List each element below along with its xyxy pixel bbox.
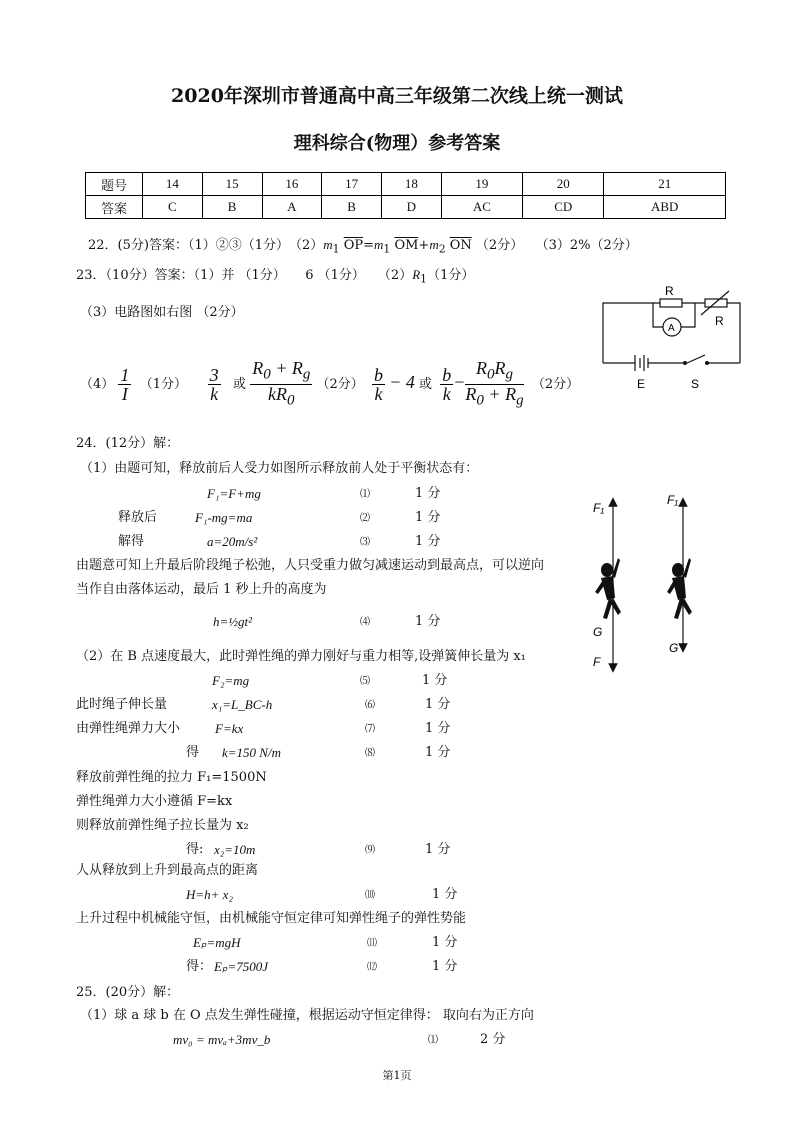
- q24-label9: 得:: [186, 842, 204, 857]
- q24-para4: 弹性绳弹力大小遵循 F=kx: [76, 794, 233, 809]
- q23-frac-3-k: [208, 366, 221, 403]
- q24-eq7: F=kx: [215, 721, 244, 736]
- force-label-f1-right: F₁: [667, 493, 679, 507]
- q25-head: 25．(20分）解：: [76, 985, 180, 1000]
- q24-score2: 1 分: [415, 510, 441, 525]
- table-cell: 18: [382, 173, 442, 196]
- table-cell: 14: [143, 173, 203, 196]
- circuit-label-e: E: [637, 377, 646, 391]
- q24-after-label: 释放后: [118, 510, 158, 525]
- table-cell: 15: [202, 173, 262, 196]
- table-cell: 20: [523, 173, 604, 196]
- frac-num: 1: [120, 365, 130, 385]
- q24-score3: 1 分: [415, 534, 441, 549]
- table-row-answers: [86, 196, 726, 219]
- q24-score4: 1 分: [415, 614, 441, 629]
- page-title: 2020年深圳市普通高中高三年级第二次线上统一测试: [171, 85, 623, 107]
- table-cell: D: [382, 196, 442, 219]
- q23-or2: 或: [418, 377, 432, 392]
- q22-on: $\overline{ON}$: [449, 238, 472, 253]
- q24-eq4: h=½gt²: [213, 614, 253, 629]
- q24-para1: 由题意可知上升最后阶段绳子松弛，人只受重力做匀减速运动到最高点，可以逆向: [76, 558, 545, 573]
- page-subtitle: 理科综合(物理）参考答案: [293, 133, 501, 154]
- q25-mark1: ⑴: [428, 1035, 438, 1046]
- page-number: 第1页: [382, 1069, 412, 1082]
- q22-m2: m: [429, 237, 439, 252]
- q24-mark4: ⑷: [360, 617, 370, 628]
- q23-line3: （3）电路图如右图 （2分）: [80, 305, 244, 320]
- q22-score2: （2分）: [475, 238, 524, 253]
- q24-score7: 1 分: [425, 721, 451, 736]
- switch-dot: [705, 361, 709, 365]
- q22-part3: （3）2%（2分）: [535, 238, 638, 253]
- q24-mark6: ⑹: [365, 700, 375, 711]
- q23-frac-b-k: $\frac{b}{k}$: [374, 365, 384, 404]
- q22-m1: m: [323, 237, 333, 252]
- q24-solve-label: 解得: [118, 534, 145, 549]
- q24-eq10: H=h+ x₂: [186, 887, 233, 902]
- q23-score1: （1分）: [139, 377, 187, 392]
- q25-score1: 2 分: [480, 1032, 506, 1047]
- q23-score3: （2分）: [531, 377, 580, 392]
- q24-mark8: ⑻: [365, 748, 375, 759]
- q24-eq8: k=150 N/m: [222, 745, 281, 760]
- q24-eq12: Eₚ=7500J: [214, 959, 269, 974]
- q24-eq9: x₂=10m: [214, 842, 256, 857]
- table-cell: 16: [262, 173, 322, 196]
- q22-line: 22．(5分)答案：（1）②③（1分） $(2)m_1$ $\overline{OP}=m_1$ $\overline{OM}+m_2$ $\overline{ON}$ （2分） （3）2%（2分）: [88, 237, 638, 256]
- q24-p1: （1）由题可知，释放前后人受力如图所示释放前人处于平衡状态有：: [80, 461, 479, 476]
- table-cell: B: [202, 196, 262, 219]
- q24-eq3: a=20m/s²: [207, 534, 258, 549]
- table-cell: 19: [441, 173, 522, 196]
- q22-head: 22．(5分)答案：（1）②③（1分） （2）: [88, 238, 324, 253]
- q23-line1: 23．（10分）答案：（1）并 （1分） 6 （1分） $(2)R_1(1$分）: [76, 267, 475, 286]
- q23-frac-r0rg2: $\frac{R_0R_g}{R_0 + R_g}$: [465, 358, 524, 409]
- q23-minus4: − 4: [389, 372, 415, 392]
- q23-or: 或: [233, 377, 247, 392]
- force-label-f-left: F: [593, 655, 601, 669]
- q23-frac-b-k2: $\frac{b}{k}$: [442, 365, 452, 404]
- force-label-g-right: G: [669, 641, 679, 655]
- circuit-label-r: R: [665, 284, 674, 298]
- table-cell: CD: [523, 196, 604, 219]
- q24-mark1: ⑴: [360, 489, 370, 500]
- q24-para6: 人从释放到上升到最高点的距离: [76, 863, 259, 878]
- q24-label7: 由弹性绳弹力大小: [76, 721, 181, 736]
- q24-para3: 释放前弹性绳的拉力 F₁=1500N: [76, 770, 267, 785]
- q24-score6: 1 分: [425, 697, 451, 712]
- q24-eq1: F₁=F+mg: [207, 486, 261, 501]
- answer-table: [85, 172, 726, 219]
- q22-op: $\overline{OP}$: [343, 238, 364, 253]
- q24-score11: 1 分: [432, 935, 458, 950]
- q25-eq1: mv₀ = mvₐ+3mv_b: [173, 1032, 271, 1047]
- q24-p2: （2）在 B 点速度最大，此时弹性绳的弹力刚好与重力相等,设弹簧伸长量为 x₁: [76, 649, 526, 664]
- q24-score10: 1 分: [432, 887, 458, 902]
- q24-para5: 则释放前弹性绳子拉长量为 x₂: [76, 818, 249, 833]
- q23-frac-r0rg: $\frac{R_0 + R_g}{kR_0}$: [252, 358, 311, 409]
- q24-score12: 1 分: [432, 959, 458, 974]
- table-cell: B: [322, 196, 382, 219]
- person-figure-left: [595, 558, 621, 619]
- q24-mark10: ⑽: [365, 890, 375, 901]
- table-row-questions: [86, 173, 726, 196]
- table-cell: 21: [604, 173, 726, 196]
- q23-frac-1-I: [118, 366, 131, 403]
- circuit-label-rvar: R: [715, 314, 724, 328]
- person-figure-right: [667, 558, 692, 619]
- frac-den: I: [121, 384, 128, 404]
- ammeter-label: A: [668, 323, 675, 334]
- table-answer-label: 答案: [86, 196, 143, 219]
- q24-mark7: ⑺: [365, 724, 375, 735]
- switch-dot: [683, 361, 687, 365]
- q22-m1b: m: [374, 237, 384, 252]
- table-cell: 17: [322, 173, 382, 196]
- table-cell: AC: [441, 196, 522, 219]
- table-cell: C: [143, 196, 203, 219]
- force-label-f1-left: F₁: [593, 501, 605, 515]
- table-header-label: 题号: [86, 173, 143, 196]
- q24-mark11: ⑾: [367, 938, 377, 949]
- q24-score5: 1 分: [422, 673, 448, 688]
- q24-mark12: ⑿: [367, 962, 377, 973]
- q24-mark3: ⑶: [360, 537, 370, 548]
- q24-label8: 得: [186, 745, 200, 760]
- q25-p1: （1）球 a 球 b 在 O 点发生弹性碰撞，根据运动守恒定律得： 取向右为正方向: [80, 1008, 534, 1023]
- q24-label12: 得：: [186, 959, 213, 974]
- q24-eq6: x₁=L_BC-h: [212, 697, 273, 712]
- q24-eq2: F₁-mg=ma: [195, 510, 253, 525]
- table-cell: ABD: [604, 196, 726, 219]
- circuit-diagram: [595, 283, 750, 393]
- q24-score1: 1 分: [415, 486, 441, 501]
- q24-mark9: ⑼: [365, 845, 375, 856]
- q23-score2: （2分）: [316, 377, 364, 392]
- q24-score9: 1 分: [425, 842, 451, 857]
- q22-om: $\overline{OM}$: [394, 238, 419, 253]
- force-label-g-left: G: [593, 625, 603, 639]
- q24-para2: 当作自由落体运动，最后 1 秒上升的高度为: [76, 582, 327, 597]
- q24-mark5: ⑸: [360, 676, 370, 687]
- q24-label6: 此时绳子伸长量: [76, 697, 168, 712]
- q24-score8: 1 分: [425, 745, 451, 760]
- q24-para7: 上升过程中机械能守恒，由机械能守恒定律可知弹性绳子的弹性势能: [76, 911, 467, 926]
- circuit-label-s: S: [691, 377, 700, 391]
- q23-r1-score: （1分）: [427, 268, 475, 283]
- q23-r1: R: [412, 267, 421, 282]
- q24-eq11: Eₚ=mgH: [193, 935, 241, 950]
- frac-num: 3: [209, 365, 219, 385]
- frac-den: k: [210, 384, 219, 404]
- q24-eq5: F₂=mg: [212, 673, 250, 688]
- q23-head: 23．（10分）答案：（1）并 （1分） 6 （1分） （2）: [76, 268, 413, 283]
- q24-mark2: ⑵: [360, 513, 370, 524]
- q24-head: 24．(12分）解：: [76, 436, 180, 451]
- table-cell: A: [262, 196, 322, 219]
- force-diagram: [585, 488, 705, 673]
- q23-part4: （4） $\frac{1}{I}$ （1分） $\frac{3}{k}$ 或 $\frac{R_0 + R_g}{kR_0}$ （2分） $\frac{b}{k}$ − 4 或 $\frac{b}{k}$ − $\frac{R_0R_g}{R_0 + R_g}$ （2分）: [80, 358, 580, 409]
- q23-p4-label: （4）: [80, 377, 115, 392]
